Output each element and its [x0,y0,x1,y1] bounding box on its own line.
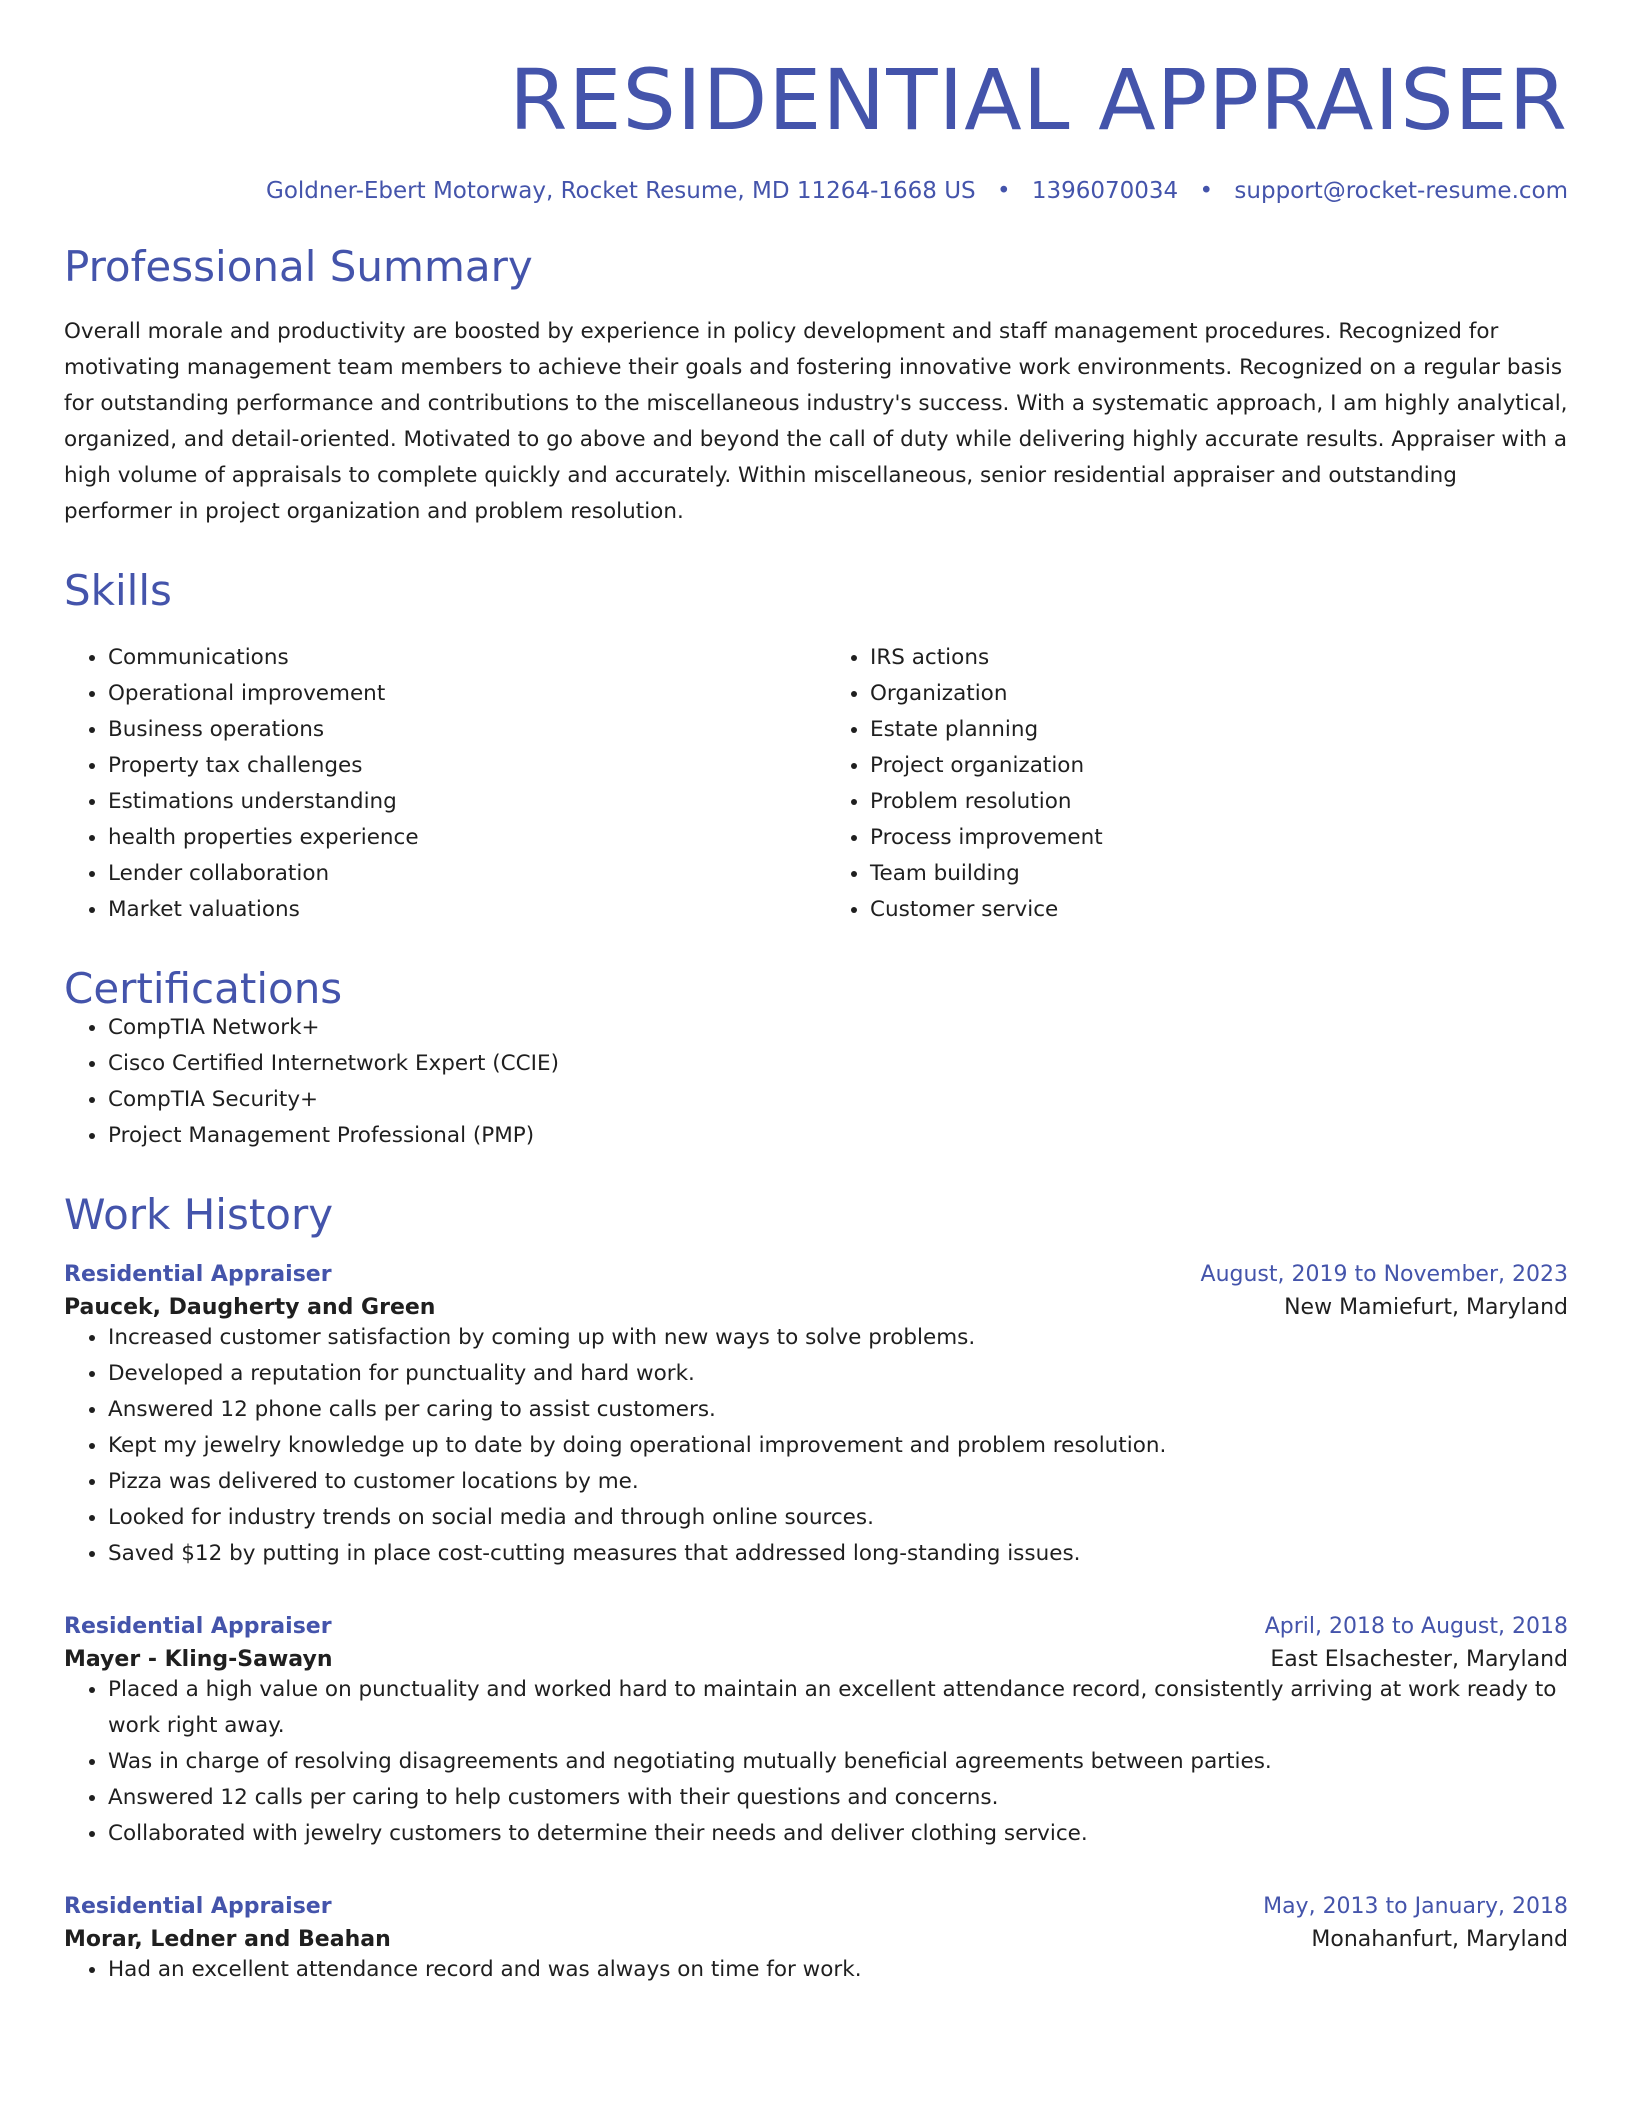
skill-item: • Team building [870,856,1568,892]
skill-item: • Problem resolution [870,784,1568,820]
job-entry [64,1614,1568,1852]
skill-item: • IRS actions [870,640,1568,676]
certification-item: • CompTIA Security+ [108,1082,1568,1118]
job-entry [64,1262,1568,1572]
job-header [64,1614,1568,1639]
certification-item: • CompTIA Network+ [108,1010,1568,1046]
job-location: Monahanfurt, Maryland [1311,1926,1568,1952]
skill-item: • Property tax challenges [108,748,806,784]
skill-item: • Organization [870,676,1568,712]
job-header [64,1894,1568,1919]
job-subheader [64,1927,1568,1952]
job-bullet: • Answered 12 calls per caring to help customers with their questions and concerns. [108,1780,1568,1816]
resume-page [64,0,1568,1988]
summary-text: Overall morale and productivity are boosted by experience in policy development and staff management procedures. Recognized for motivating management team members to achieve their goals and fostering innovative work environments. Recognized on a regular basis for outstanding performance and contributions to the miscellaneous industry's success. With a systematic approach, I am highly analytical, organized, and detail-oriented. Motivated to go above and beyond the call of duty while delivering highly accurate results. Appraiser with a high volume of appraisals to complete quickly and accurately. Within miscellaneous, senior residential appraiser and outstanding performer in project organization and problem resolution. [64,318,1568,524]
contact-separator: • [996,178,1011,204]
skill-item: • Lender collaboration [108,856,806,892]
certifications-list [64,1010,1568,1154]
certifications-heading: Certifications [64,963,343,1013]
job-bullet: • Collaborated with jewelry customers to determine their needs and deliver clothing service. [108,1816,1568,1852]
contact-separator: • [1199,178,1214,204]
skill-item: • Estimations understanding [108,784,806,820]
skill-item: • Estate planning [870,712,1568,748]
job-header [64,1262,1568,1287]
job-title: Residential Appraiser [64,1893,332,1919]
job-title: Residential Appraiser [64,1613,332,1639]
job-company: Morar, Ledner and Beahan [64,1926,391,1952]
job-location: New Mamiefurt, Maryland [1284,1294,1568,1320]
job-company: Paucek, Daugherty and Green [64,1294,436,1320]
skills-list-left [64,640,806,928]
job-dates: May, 2013 to January, 2018 [1263,1893,1568,1919]
job-bullet: • Kept my jewelry knowledge up to date by doing operational improvement and problem resolution. [108,1428,1568,1464]
skills-heading: Skills [64,565,172,615]
skill-item: • Operational improvement [108,676,806,712]
job-bullets [64,1952,1568,1988]
work-history-heading: Work History [64,1189,334,1239]
certification-item: • Cisco Certified Internetwork Expert (CCIE) [108,1046,1568,1082]
job-bullet: • Pizza was delivered to customer locations by me. [108,1464,1568,1500]
skills-grid [64,640,1568,928]
job-bullet: • Placed a high value on punctuality and worked hard to maintain an excellent attendance record, consistently arriving at work ready to work right away. [108,1672,1568,1744]
skill-item: • Project organization [870,748,1568,784]
certification-item: • Project Management Professional (PMP) [108,1118,1568,1154]
skill-item: • Business operations [108,712,806,748]
skills-list-right [826,640,1568,928]
job-bullet: • Answered 12 phone calls per caring to assist customers. [108,1392,1568,1428]
job-dates: April, 2018 to August, 2018 [1264,1613,1568,1639]
summary-heading: Professional Summary [64,241,533,291]
job-bullet: • Increased customer satisfaction by coming up with new ways to solve problems. [108,1320,1568,1356]
job-dates: August, 2019 to November, 2023 [1200,1261,1568,1287]
job-subheader [64,1295,1568,1320]
job-bullet: • Had an excellent attendance record and was always on time for work. [108,1952,1568,1988]
skill-item: • Process improvement [870,820,1568,856]
resume-title: RESIDENTIAL APPRAISER [509,51,1568,149]
job-location: East Elsachester, Maryland [1270,1646,1568,1672]
job-entry [64,1894,1568,1988]
job-subheader [64,1647,1568,1672]
job-company: Mayer - Kling-Sawayn [64,1646,333,1672]
skill-item: • health properties experience [108,820,806,856]
job-bullets [64,1320,1568,1572]
job-bullet: • Saved $12 by putting in place cost-cutting measures that addressed long-standing issues. [108,1536,1568,1572]
contact-line [64,178,1568,206]
contact-address: Goldner-Ebert Motorway, Rocket Resume, MD 11264-1668 US [266,178,976,204]
contact-phone: 1396070034 [1031,178,1179,204]
contact-email: support@rocket-resume.com [1234,178,1568,204]
job-bullets [64,1672,1568,1852]
job-title: Residential Appraiser [64,1261,332,1287]
skill-item: • Customer service [870,892,1568,928]
job-bullet: • Was in charge of resolving disagreements and negotiating mutually beneficial agreements between parties. [108,1744,1568,1780]
job-bullet: • Looked for industry trends on social media and through online sources. [108,1500,1568,1536]
skill-item: • Market valuations [108,892,806,928]
skill-item: • Communications [108,640,806,676]
job-bullet: • Developed a reputation for punctuality and hard work. [108,1356,1568,1392]
